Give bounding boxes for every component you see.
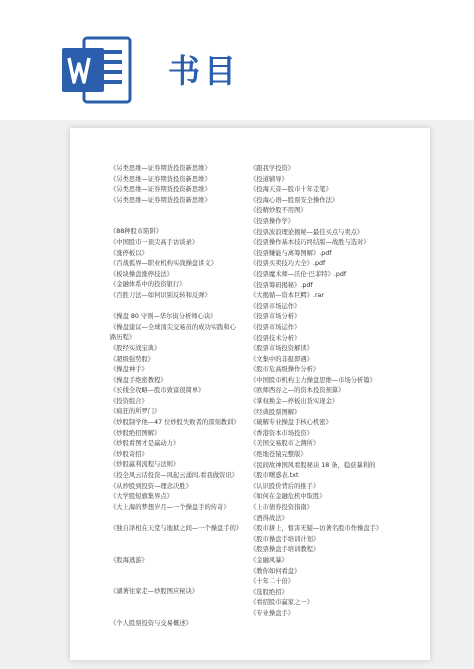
list-item: 《绝地苍猿完整版》 bbox=[250, 451, 307, 459]
spacer bbox=[110, 302, 242, 313]
list-item: 《投海心语—股票安全操作法》 bbox=[250, 196, 339, 204]
list-item: 《专业操盘手》 bbox=[250, 609, 295, 617]
list-item: 《投票操作学》 bbox=[250, 217, 295, 225]
list-item: 《湖著往家走—炒股图应秘诀》 bbox=[110, 588, 199, 596]
right-column bbox=[250, 164, 386, 620]
list-item: 《破解专业操盘手核心机密》 bbox=[250, 419, 332, 427]
list-item: 《百胜刀法—如何识别反转和反弹》 bbox=[110, 291, 211, 299]
list-item: 《美国交易股市之测所》 bbox=[250, 440, 320, 448]
list-item: 《大揭循—资本巨鳄》.rar bbox=[250, 292, 325, 300]
spacer bbox=[110, 535, 242, 556]
list-item: 《另类思维—证券期货投资新思维》 bbox=[110, 175, 211, 183]
list-item: 《百战孤界—职业机构实战操盘讲义》 bbox=[110, 260, 218, 268]
list-item: 《酒得战法》 bbox=[250, 514, 288, 522]
list-item: 《投票买卖技巧大全》.pdf bbox=[250, 260, 326, 268]
list-item: 《涨停板以》 bbox=[110, 249, 148, 257]
list-item: 《炒股看图才是赢动力》 bbox=[110, 440, 180, 448]
list-item: 《投精炒股不用图》 bbox=[250, 207, 307, 215]
list-item: 《个人股票投资与交易概述》 bbox=[110, 619, 192, 627]
list-item: 《投票波浪理论揭秘—最佳买点与卖点》 bbox=[250, 228, 364, 236]
list-item: 《板块操盘涨停技法》 bbox=[110, 270, 173, 278]
list-item: 《民间故神国风看股秘诀 18 条，稳获暴利的 bbox=[250, 461, 376, 469]
list-item: 《教你如何看盘》 bbox=[250, 567, 301, 575]
list-item: 《股海逃游》 bbox=[110, 556, 148, 564]
spacer bbox=[110, 566, 242, 587]
list-item: 《投票赚能与离筹图解》.pdf bbox=[250, 249, 332, 257]
list-item: 《疯狂的所罗门》 bbox=[110, 408, 161, 416]
list-item: 《另类思维—证券期货投资新思维》 bbox=[110, 196, 211, 204]
spacer bbox=[110, 206, 242, 227]
list-item: 《股市曙惑表.txt bbox=[250, 472, 299, 480]
header bbox=[0, 0, 474, 120]
list-item: 《大上海的梦想岁月—一个操盘手的传奇》 bbox=[110, 503, 230, 511]
word-icon bbox=[58, 34, 134, 106]
list-item: 《炒股奇招》 bbox=[110, 450, 148, 458]
list-item: 《炒股绝招图解》 bbox=[110, 429, 161, 437]
list-item: 《金融体系中的投资银行》 bbox=[110, 281, 186, 289]
list-item: 《另类思维—证券期货投资新思维》 bbox=[110, 165, 211, 172]
list-item: 《股经实战宝典》 bbox=[110, 344, 161, 352]
list-item: 《股市操盘手培训计划》 bbox=[250, 535, 320, 543]
list-item: 《认识股价背后的推手》 bbox=[250, 482, 320, 490]
list-item: 《炒股制学他—47 位炒股失败者的深刻教训》 bbox=[110, 419, 240, 427]
list-item: 《88种股市陷阱》 bbox=[110, 228, 163, 236]
list-item: 《欧师西谷之—的资本投资预算》 bbox=[250, 387, 345, 395]
spacer bbox=[110, 513, 242, 524]
list-item: 《看招股市赢家之一》 bbox=[250, 599, 313, 607]
list-item: 《投票魔术师—沃伦·巴菲特》.pdf bbox=[250, 270, 347, 278]
list-item: 《掌权换金—停板出货实现金》 bbox=[250, 398, 339, 406]
list-item: 《操盘手绝密教程》 bbox=[110, 376, 167, 384]
list-item: 《如何在金融危机中取胜》 bbox=[250, 493, 326, 501]
list-item: 《超级强势股》 bbox=[110, 355, 155, 363]
list-item: 《投全风云话投资—风起云涌间,看我做资讯》 bbox=[110, 472, 238, 480]
list-item: 《十年二十倍》 bbox=[250, 578, 295, 586]
list-item: 《中国股市机构主力操盘思维—市场分析篇》 bbox=[250, 376, 376, 384]
list-item: 《另类思维—证券期货投资新思维》 bbox=[110, 186, 211, 194]
list-item: 《投票筹码揭秘》.pdf bbox=[250, 281, 313, 289]
list-item: 《金融风暴》 bbox=[250, 556, 288, 564]
list-item: 《投票市场分析》 bbox=[250, 313, 301, 321]
list-item: 《长线全攻略—股市致富很简单》 bbox=[110, 387, 205, 395]
page-title: 书目 bbox=[168, 52, 241, 90]
list-item: 《股票市场投资解读》 bbox=[250, 345, 313, 353]
list-item: 《文集中的非报即遇》 bbox=[250, 355, 313, 363]
list-item: 《投资组合》 bbox=[110, 397, 148, 405]
list-item: 《操盘建议—全球顶尖交易员的成功实践和心路历程》 bbox=[110, 323, 236, 342]
list-item: 《投票技术分析》 bbox=[250, 334, 301, 342]
list-item: 《香港资本市场投资》 bbox=[250, 429, 313, 437]
list-item: 《股票操盘手培训教程》 bbox=[250, 546, 320, 554]
left-column bbox=[110, 164, 242, 629]
list-item: 《股市拼上，暂害无疑—访著名股市作操盘手》 bbox=[250, 525, 383, 533]
list-item: 《独自泽相在天堂与地狱之间—一个操盘手的》 bbox=[110, 525, 243, 532]
list-item: 《操盘 80 守则—华尔街分析师心诀》 bbox=[110, 313, 217, 321]
list-item: 《股市危高级操作分析》 bbox=[250, 366, 320, 374]
list-item: 《投票市场运作》 bbox=[250, 323, 301, 331]
list-item: 《从炒股到投资—理念决胜》 bbox=[110, 482, 192, 490]
list-item: 《大学股短旗集界点》 bbox=[110, 493, 173, 501]
list-item: 《上市债券投资指南》 bbox=[250, 504, 313, 511]
list-item: 《跟我学投资》 bbox=[250, 165, 295, 172]
list-item: 《投海天音—股市十年走笔》 bbox=[250, 186, 332, 194]
list-item: 《投票市场运作》 bbox=[250, 302, 301, 310]
spacer bbox=[110, 598, 242, 619]
list-item: 《操盘神手》 bbox=[110, 366, 148, 374]
list-item: 《投道辅导》 bbox=[250, 175, 288, 183]
list-item: 《经典股票图解》 bbox=[250, 408, 301, 416]
list-item: 《投票操作基本技巧终结版—战胜与选对》 bbox=[250, 239, 370, 247]
list-item: 《炒股赢利流程与法则》 bbox=[110, 461, 180, 469]
list-item: 《中国股市一顶尖高手访谈录》 bbox=[110, 238, 199, 246]
list-item: 《选股绝招》 bbox=[250, 588, 288, 596]
